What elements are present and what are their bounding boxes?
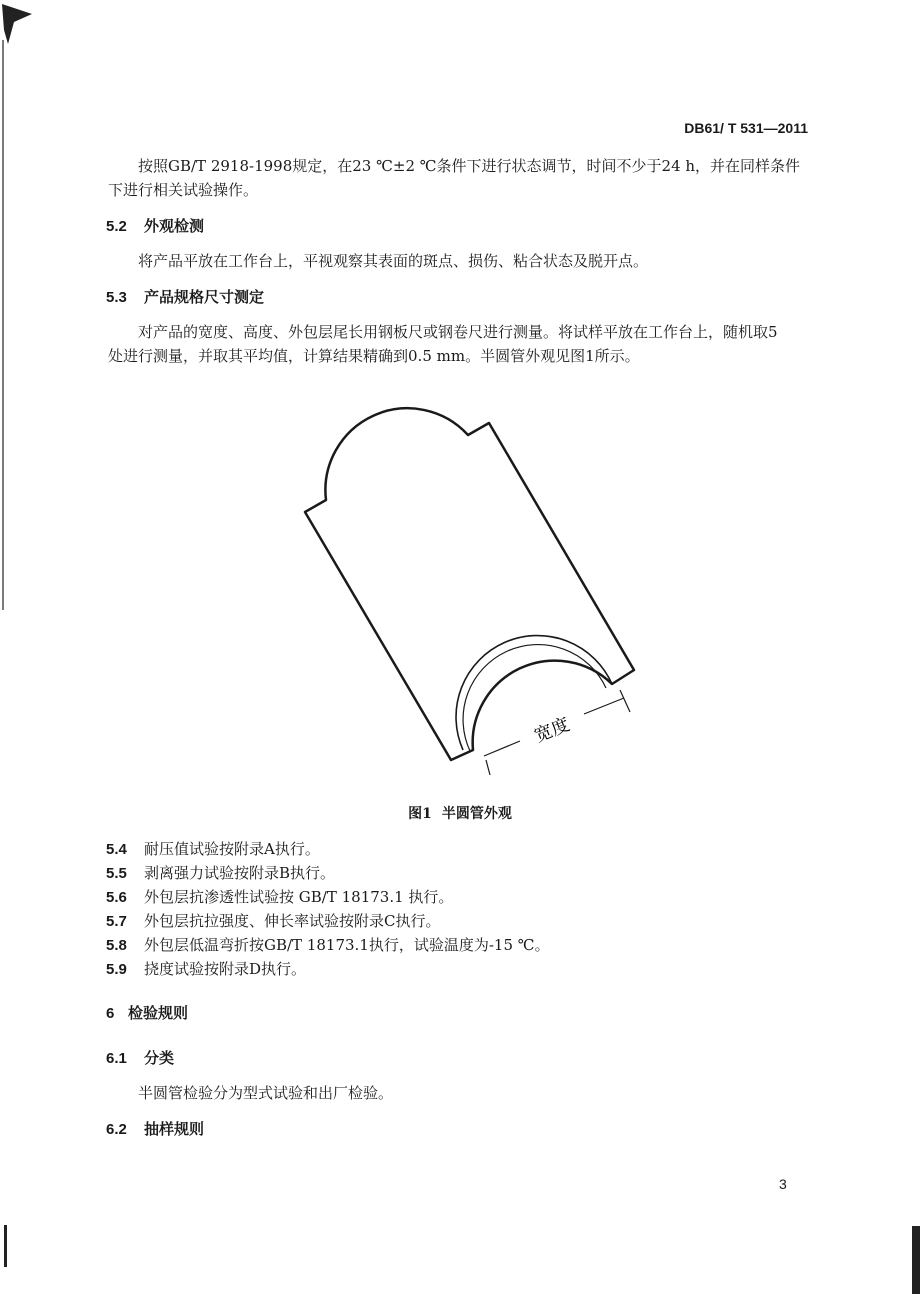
section-number: 6.2 bbox=[106, 1121, 127, 1138]
item-number: 5.7 bbox=[106, 913, 127, 930]
figure-caption-number: 图1 bbox=[408, 806, 432, 822]
section-6-1-body: 半圆管检验分为型式试验和出厂检验。 bbox=[138, 1084, 394, 1102]
section-5-3-line-2: 处进行测量，并取其平均值，计算结果精确到0.5 mm。半圆管外观见图1所示。 bbox=[108, 347, 640, 365]
page-number: 3 bbox=[779, 1176, 787, 1192]
scan-edge-line bbox=[2, 40, 4, 610]
section-6-2-heading bbox=[106, 1118, 204, 1139]
list-item bbox=[106, 838, 320, 859]
item-text: 外包层低温弯折按GB/T 18173.1执行，试验温度为-15 ℃。 bbox=[144, 936, 550, 954]
section-5-2-heading bbox=[106, 215, 204, 236]
list-item bbox=[106, 934, 550, 955]
scan-edge-mark-right bbox=[912, 1226, 920, 1294]
list-item bbox=[106, 862, 335, 883]
item-text: 剥离强力试验按附录B执行。 bbox=[144, 864, 336, 882]
half-round-pipe-figure bbox=[290, 380, 640, 780]
section-title: 抽样规则 bbox=[144, 1120, 205, 1138]
intro-line-1: 按照GB/T 2918-1998规定，在23 ℃±2 ℃条件下进行状态调节，时间不少于24 h，并在同样条件 bbox=[138, 157, 801, 175]
list-item bbox=[106, 910, 440, 931]
item-text: 挠度试验按附录D执行。 bbox=[144, 960, 307, 978]
item-number: 5.4 bbox=[106, 841, 127, 858]
section-6-heading bbox=[106, 1002, 188, 1023]
section-number: 6 bbox=[106, 1005, 115, 1022]
section-5-2-body: 将产品平放在工作台上，平视观察其表面的斑点、损伤、粘合状态及脱开点。 bbox=[138, 252, 649, 270]
pipe-outline bbox=[305, 408, 634, 760]
item-text: 外包层抗拉强度、伸长率试验按附录C执行。 bbox=[144, 912, 441, 930]
item-text: 耐压值试验按附录A执行。 bbox=[144, 840, 320, 858]
list-item bbox=[106, 886, 453, 907]
item-text: 外包层抗渗透性试验按 GB/T 18173.1 执行。 bbox=[144, 888, 454, 906]
item-number: 5.9 bbox=[106, 961, 127, 978]
item-number: 5.5 bbox=[106, 865, 127, 882]
section-title: 产品规格尺寸测定 bbox=[144, 288, 265, 306]
section-title: 检验规则 bbox=[128, 1004, 189, 1022]
width-dimension-label: 宽度 bbox=[531, 713, 573, 747]
section-title: 外观检测 bbox=[144, 217, 205, 235]
list-item bbox=[106, 958, 306, 979]
standard-code: DB61/ T 531—2011 bbox=[684, 120, 808, 136]
section-number: 5.3 bbox=[106, 289, 127, 306]
section-title: 分类 bbox=[144, 1049, 175, 1067]
section-5-3-line-1: 对产品的宽度、高度、外包层尾长用钢板尺或钢卷尺进行测量。将试样平放在工作台上，随机取5 bbox=[138, 323, 778, 341]
item-number: 5.8 bbox=[106, 937, 127, 954]
section-number: 5.2 bbox=[106, 218, 127, 235]
scan-edge-mark bbox=[4, 1225, 7, 1267]
figure-caption-text: 半圆管外观 bbox=[441, 806, 512, 822]
section-number: 6.1 bbox=[106, 1050, 127, 1067]
section-6-1-heading bbox=[106, 1047, 174, 1068]
intro-line-2: 下进行相关试验操作。 bbox=[108, 181, 259, 199]
item-number: 5.6 bbox=[106, 889, 127, 906]
section-5-3-heading bbox=[106, 286, 264, 307]
scan-corner-mark bbox=[0, 0, 40, 60]
figure-caption bbox=[0, 803, 920, 823]
